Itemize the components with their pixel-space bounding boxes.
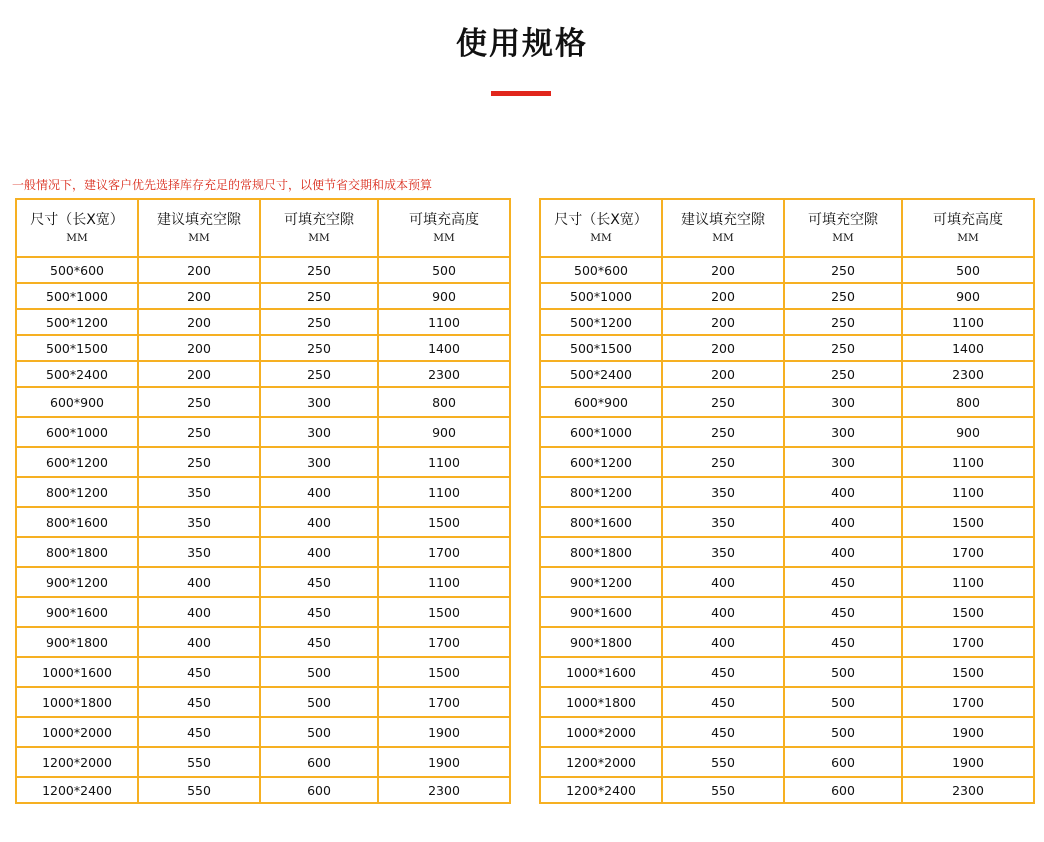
size-cell: 800*1600 (16, 507, 138, 537)
fillable-height-cell: 1100 (902, 567, 1034, 597)
size-cell: 900*1200 (540, 567, 662, 597)
suggested-gap-cell: 450 (662, 687, 784, 717)
size-cell: 800*1600 (540, 507, 662, 537)
table-row (16, 257, 510, 283)
table-row (540, 507, 1034, 537)
size-cell: 1000*2000 (540, 717, 662, 747)
size-cell: 900*1200 (16, 567, 138, 597)
recommendation-note: 一般情况下，建议客户优先选择库存充足的常规尺寸，以便节省交期和成本预算 (12, 178, 433, 192)
column-header (784, 199, 902, 257)
fillable-gap-cell: 300 (260, 417, 378, 447)
size-cell: 500*1200 (16, 309, 138, 335)
fillable-gap-cell: 600 (784, 747, 902, 777)
table-row (16, 657, 510, 687)
size-cell: 800*1800 (540, 537, 662, 567)
table-row (16, 283, 510, 309)
size-cell: 1000*1600 (540, 657, 662, 687)
fillable-height-cell: 2300 (378, 777, 510, 803)
table-row (540, 477, 1034, 507)
size-cell: 500*1000 (540, 283, 662, 309)
column-header-label: 建议填充空隙 (157, 211, 241, 228)
suggested-gap-cell: 350 (138, 477, 260, 507)
table-row (16, 387, 510, 417)
fillable-height-cell: 800 (378, 387, 510, 417)
fillable-gap-cell: 250 (260, 309, 378, 335)
size-cell: 1200*2000 (16, 747, 138, 777)
suggested-gap-cell: 200 (662, 283, 784, 309)
column-header (16, 199, 138, 257)
table-row (540, 597, 1034, 627)
fillable-gap-cell: 300 (260, 447, 378, 477)
fillable-height-cell: 1700 (902, 687, 1034, 717)
fillable-gap-cell: 400 (784, 477, 902, 507)
size-cell: 600*1200 (540, 447, 662, 477)
fillable-gap-cell: 600 (260, 777, 378, 803)
table-row (540, 687, 1034, 717)
column-header-unit: MM (66, 231, 88, 244)
suggested-gap-cell: 200 (138, 309, 260, 335)
size-cell: 800*1200 (16, 477, 138, 507)
suggested-gap-cell: 200 (662, 335, 784, 361)
fillable-gap-cell: 500 (784, 687, 902, 717)
table-row (16, 717, 510, 747)
page-title: 使用规格 (456, 26, 588, 62)
fillable-height-cell: 1100 (378, 447, 510, 477)
column-header-label: 可填充高度 (409, 211, 479, 228)
column-header (662, 199, 784, 257)
fillable-gap-cell: 250 (784, 335, 902, 361)
fillable-height-cell: 1100 (378, 309, 510, 335)
column-header-label: 建议填充空隙 (681, 211, 765, 228)
fillable-height-cell: 2300 (902, 777, 1034, 803)
fillable-gap-cell: 250 (260, 361, 378, 387)
fillable-height-cell: 1100 (902, 309, 1034, 335)
table-row (540, 417, 1034, 447)
table-row (540, 717, 1034, 747)
suggested-gap-cell: 350 (662, 507, 784, 537)
fillable-gap-cell: 450 (784, 567, 902, 597)
title-underline (491, 91, 551, 96)
column-header-unit: MM (832, 231, 854, 244)
table-row (16, 417, 510, 447)
fillable-height-cell: 1500 (902, 597, 1034, 627)
suggested-gap-cell: 400 (138, 627, 260, 657)
suggested-gap-cell: 450 (662, 717, 784, 747)
table-body (540, 257, 1034, 803)
fillable-gap-cell: 400 (260, 477, 378, 507)
suggested-gap-cell: 450 (138, 717, 260, 747)
suggested-gap-cell: 550 (662, 777, 784, 803)
fillable-height-cell: 1700 (902, 627, 1034, 657)
suggested-gap-cell: 450 (138, 657, 260, 687)
column-header (378, 199, 510, 257)
fillable-height-cell: 1100 (902, 477, 1034, 507)
fillable-gap-cell: 450 (260, 567, 378, 597)
size-cell: 900*1800 (540, 627, 662, 657)
size-cell: 1200*2000 (540, 747, 662, 777)
fillable-height-cell: 900 (378, 283, 510, 309)
spec-table-left (15, 198, 511, 804)
fillable-gap-cell: 400 (260, 507, 378, 537)
table-row (540, 567, 1034, 597)
header-row (16, 199, 510, 257)
fillable-gap-cell: 400 (260, 537, 378, 567)
column-header (260, 199, 378, 257)
table-row (16, 567, 510, 597)
column-header-label: 可填充空隙 (808, 211, 878, 228)
suggested-gap-cell: 350 (662, 477, 784, 507)
column-header-label: 尺寸（长X宽） (30, 211, 124, 228)
table-row (540, 657, 1034, 687)
column-header (902, 199, 1034, 257)
size-cell: 500*600 (16, 257, 138, 283)
table-row (16, 597, 510, 627)
fillable-gap-cell: 250 (784, 257, 902, 283)
fillable-height-cell: 1700 (378, 537, 510, 567)
fillable-gap-cell: 450 (784, 627, 902, 657)
table-row (16, 777, 510, 803)
fillable-gap-cell: 400 (784, 507, 902, 537)
suggested-gap-cell: 350 (138, 537, 260, 567)
table-row (16, 537, 510, 567)
table-row (540, 257, 1034, 283)
size-cell: 500*1500 (16, 335, 138, 361)
table-row (540, 537, 1034, 567)
size-cell: 600*1000 (16, 417, 138, 447)
suggested-gap-cell: 250 (138, 387, 260, 417)
fillable-height-cell: 1900 (378, 747, 510, 777)
fillable-height-cell: 1700 (378, 687, 510, 717)
suggested-gap-cell: 250 (138, 447, 260, 477)
suggested-gap-cell: 200 (662, 257, 784, 283)
size-cell: 500*1000 (16, 283, 138, 309)
size-cell: 1000*1800 (540, 687, 662, 717)
table-row (16, 361, 510, 387)
size-cell: 1000*2000 (16, 717, 138, 747)
suggested-gap-cell: 250 (662, 417, 784, 447)
fillable-gap-cell: 300 (260, 387, 378, 417)
fillable-height-cell: 1100 (378, 567, 510, 597)
table-row (16, 687, 510, 717)
size-cell: 1200*2400 (540, 777, 662, 803)
fillable-gap-cell: 300 (784, 387, 902, 417)
column-header-label: 可填充空隙 (284, 211, 354, 228)
suggested-gap-cell: 550 (138, 777, 260, 803)
fillable-height-cell: 1400 (378, 335, 510, 361)
size-cell: 500*1500 (540, 335, 662, 361)
fillable-gap-cell: 250 (784, 283, 902, 309)
table-row (16, 747, 510, 777)
table-body (16, 257, 510, 803)
suggested-gap-cell: 200 (138, 257, 260, 283)
suggested-gap-cell: 200 (138, 361, 260, 387)
suggested-gap-cell: 400 (138, 597, 260, 627)
size-cell: 500*600 (540, 257, 662, 283)
suggested-gap-cell: 350 (138, 507, 260, 537)
table-row (540, 283, 1034, 309)
suggested-gap-cell: 200 (662, 361, 784, 387)
size-cell: 1200*2400 (16, 777, 138, 803)
fillable-gap-cell: 500 (260, 687, 378, 717)
column-header (138, 199, 260, 257)
suggested-gap-cell: 350 (662, 537, 784, 567)
fillable-gap-cell: 250 (260, 335, 378, 361)
fillable-gap-cell: 400 (784, 537, 902, 567)
size-cell: 500*1200 (540, 309, 662, 335)
fillable-gap-cell: 600 (784, 777, 902, 803)
fillable-height-cell: 1900 (378, 717, 510, 747)
size-cell: 600*900 (540, 387, 662, 417)
table-row (540, 309, 1034, 335)
fillable-height-cell: 1100 (378, 477, 510, 507)
suggested-gap-cell: 250 (662, 387, 784, 417)
header-row (540, 199, 1034, 257)
table-row (540, 447, 1034, 477)
fillable-gap-cell: 500 (260, 657, 378, 687)
suggested-gap-cell: 450 (138, 687, 260, 717)
fillable-gap-cell: 500 (784, 717, 902, 747)
size-cell: 900*1600 (540, 597, 662, 627)
fillable-gap-cell: 450 (260, 627, 378, 657)
table-row (16, 335, 510, 361)
suggested-gap-cell: 250 (138, 417, 260, 447)
column-header-unit: MM (433, 231, 455, 244)
suggested-gap-cell: 550 (138, 747, 260, 777)
fillable-height-cell: 1500 (378, 507, 510, 537)
table-row (540, 361, 1034, 387)
fillable-height-cell: 1700 (902, 537, 1034, 567)
column-header (540, 199, 662, 257)
size-cell: 900*1600 (16, 597, 138, 627)
suggested-gap-cell: 550 (662, 747, 784, 777)
spec-table-right (539, 198, 1035, 804)
table-row (540, 747, 1034, 777)
table-row (540, 777, 1034, 803)
fillable-height-cell: 1100 (902, 447, 1034, 477)
fillable-gap-cell: 300 (784, 417, 902, 447)
column-header-unit: MM (712, 231, 734, 244)
fillable-gap-cell: 450 (260, 597, 378, 627)
table-row (16, 507, 510, 537)
fillable-height-cell: 2300 (378, 361, 510, 387)
column-header-label: 尺寸（长X宽） (554, 211, 648, 228)
suggested-gap-cell: 450 (662, 657, 784, 687)
size-cell: 1000*1600 (16, 657, 138, 687)
fillable-gap-cell: 250 (260, 257, 378, 283)
fillable-height-cell: 2300 (902, 361, 1034, 387)
column-header-unit: MM (308, 231, 330, 244)
suggested-gap-cell: 400 (138, 567, 260, 597)
fillable-gap-cell: 250 (260, 283, 378, 309)
fillable-gap-cell: 600 (260, 747, 378, 777)
fillable-gap-cell: 450 (784, 597, 902, 627)
size-cell: 800*1200 (540, 477, 662, 507)
table-row (540, 387, 1034, 417)
fillable-height-cell: 1700 (378, 627, 510, 657)
size-cell: 600*1000 (540, 417, 662, 447)
table-row (540, 627, 1034, 657)
suggested-gap-cell: 200 (662, 309, 784, 335)
fillable-height-cell: 1500 (902, 657, 1034, 687)
table-row (16, 309, 510, 335)
column-header-unit: MM (957, 231, 979, 244)
fillable-height-cell: 1900 (902, 717, 1034, 747)
table-row (540, 335, 1034, 361)
suggested-gap-cell: 400 (662, 597, 784, 627)
suggested-gap-cell: 400 (662, 627, 784, 657)
size-cell: 800*1800 (16, 537, 138, 567)
fillable-height-cell: 900 (902, 283, 1034, 309)
size-cell: 500*2400 (540, 361, 662, 387)
fillable-gap-cell: 250 (784, 361, 902, 387)
suggested-gap-cell: 400 (662, 567, 784, 597)
table-row (16, 477, 510, 507)
size-cell: 1000*1800 (16, 687, 138, 717)
suggested-gap-cell: 200 (138, 283, 260, 309)
fillable-height-cell: 900 (378, 417, 510, 447)
fillable-height-cell: 800 (902, 387, 1034, 417)
fillable-height-cell: 1500 (378, 657, 510, 687)
table-row (16, 627, 510, 657)
column-header-unit: MM (188, 231, 210, 244)
suggested-gap-cell: 250 (662, 447, 784, 477)
fillable-gap-cell: 250 (784, 309, 902, 335)
size-cell: 600*1200 (16, 447, 138, 477)
fillable-height-cell: 1900 (902, 747, 1034, 777)
fillable-height-cell: 500 (378, 257, 510, 283)
suggested-gap-cell: 200 (138, 335, 260, 361)
size-cell: 600*900 (16, 387, 138, 417)
fillable-height-cell: 1500 (378, 597, 510, 627)
fillable-height-cell: 500 (902, 257, 1034, 283)
fillable-gap-cell: 500 (260, 717, 378, 747)
fillable-height-cell: 1400 (902, 335, 1034, 361)
fillable-height-cell: 1500 (902, 507, 1034, 537)
column-header-unit: MM (590, 231, 612, 244)
size-cell: 500*2400 (16, 361, 138, 387)
column-header-label: 可填充高度 (933, 211, 1003, 228)
fillable-gap-cell: 500 (784, 657, 902, 687)
size-cell: 900*1800 (16, 627, 138, 657)
fillable-gap-cell: 300 (784, 447, 902, 477)
table-row (16, 447, 510, 477)
fillable-height-cell: 900 (902, 417, 1034, 447)
